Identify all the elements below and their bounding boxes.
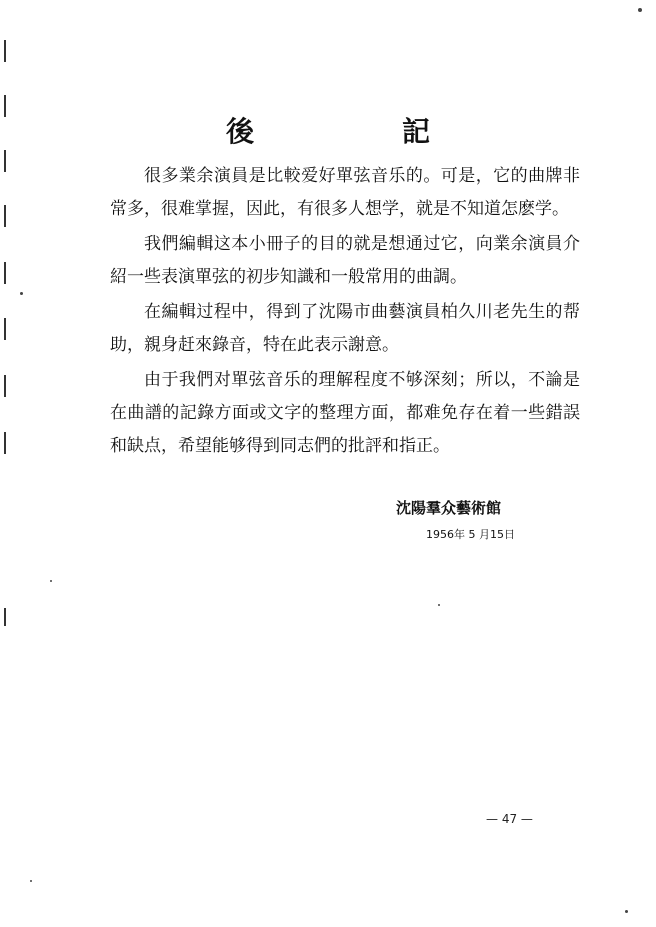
- binding-mark: [4, 262, 6, 284]
- binding-mark: [4, 150, 6, 172]
- scan-speck: [20, 292, 23, 295]
- binding-mark: [4, 375, 6, 397]
- binding-mark: [4, 40, 6, 62]
- page-title: 後 記: [225, 115, 490, 148]
- binding-mark: [4, 318, 6, 340]
- body-text: [110, 160, 580, 465]
- binding-mark: [4, 432, 6, 454]
- binding-mark: [4, 608, 6, 626]
- signature: 沈陽羣众藝術館: [396, 499, 502, 517]
- binding-mark: [4, 205, 6, 227]
- scan-speck: [438, 604, 440, 606]
- page-number: — 47 —: [486, 812, 533, 826]
- paragraph: 很多業余演員是比較爱好單弦音乐的。可是，它的曲牌非常多，很难掌握，因此，有很多人想学，就是不知道怎麽学。: [110, 166, 580, 219]
- paragraph: 我們編輯这本小冊子的目的就是想通过它，向業余演員介紹一些表演單弦的初步知識和一般常用的曲調。: [110, 234, 580, 287]
- scan-speck: [625, 910, 628, 913]
- paragraph: 由于我們对單弦音乐的理解程度不够深刻；所以，不論是在曲譜的記錄方面或文字的整理方面，都难免存在着一些錯誤和缺点，希望能够得到同志們的批評和指正。: [110, 370, 580, 456]
- scan-speck: [30, 880, 32, 882]
- scan-speck: [50, 580, 52, 582]
- paragraph: 在編輯过程中，得到了沈陽市曲藝演員柏久川老先生的帮助，親身赶來錄音，特在此表示謝意。: [110, 302, 580, 355]
- scan-speck: [638, 8, 642, 12]
- date: 1956年 5 月15日: [426, 528, 515, 541]
